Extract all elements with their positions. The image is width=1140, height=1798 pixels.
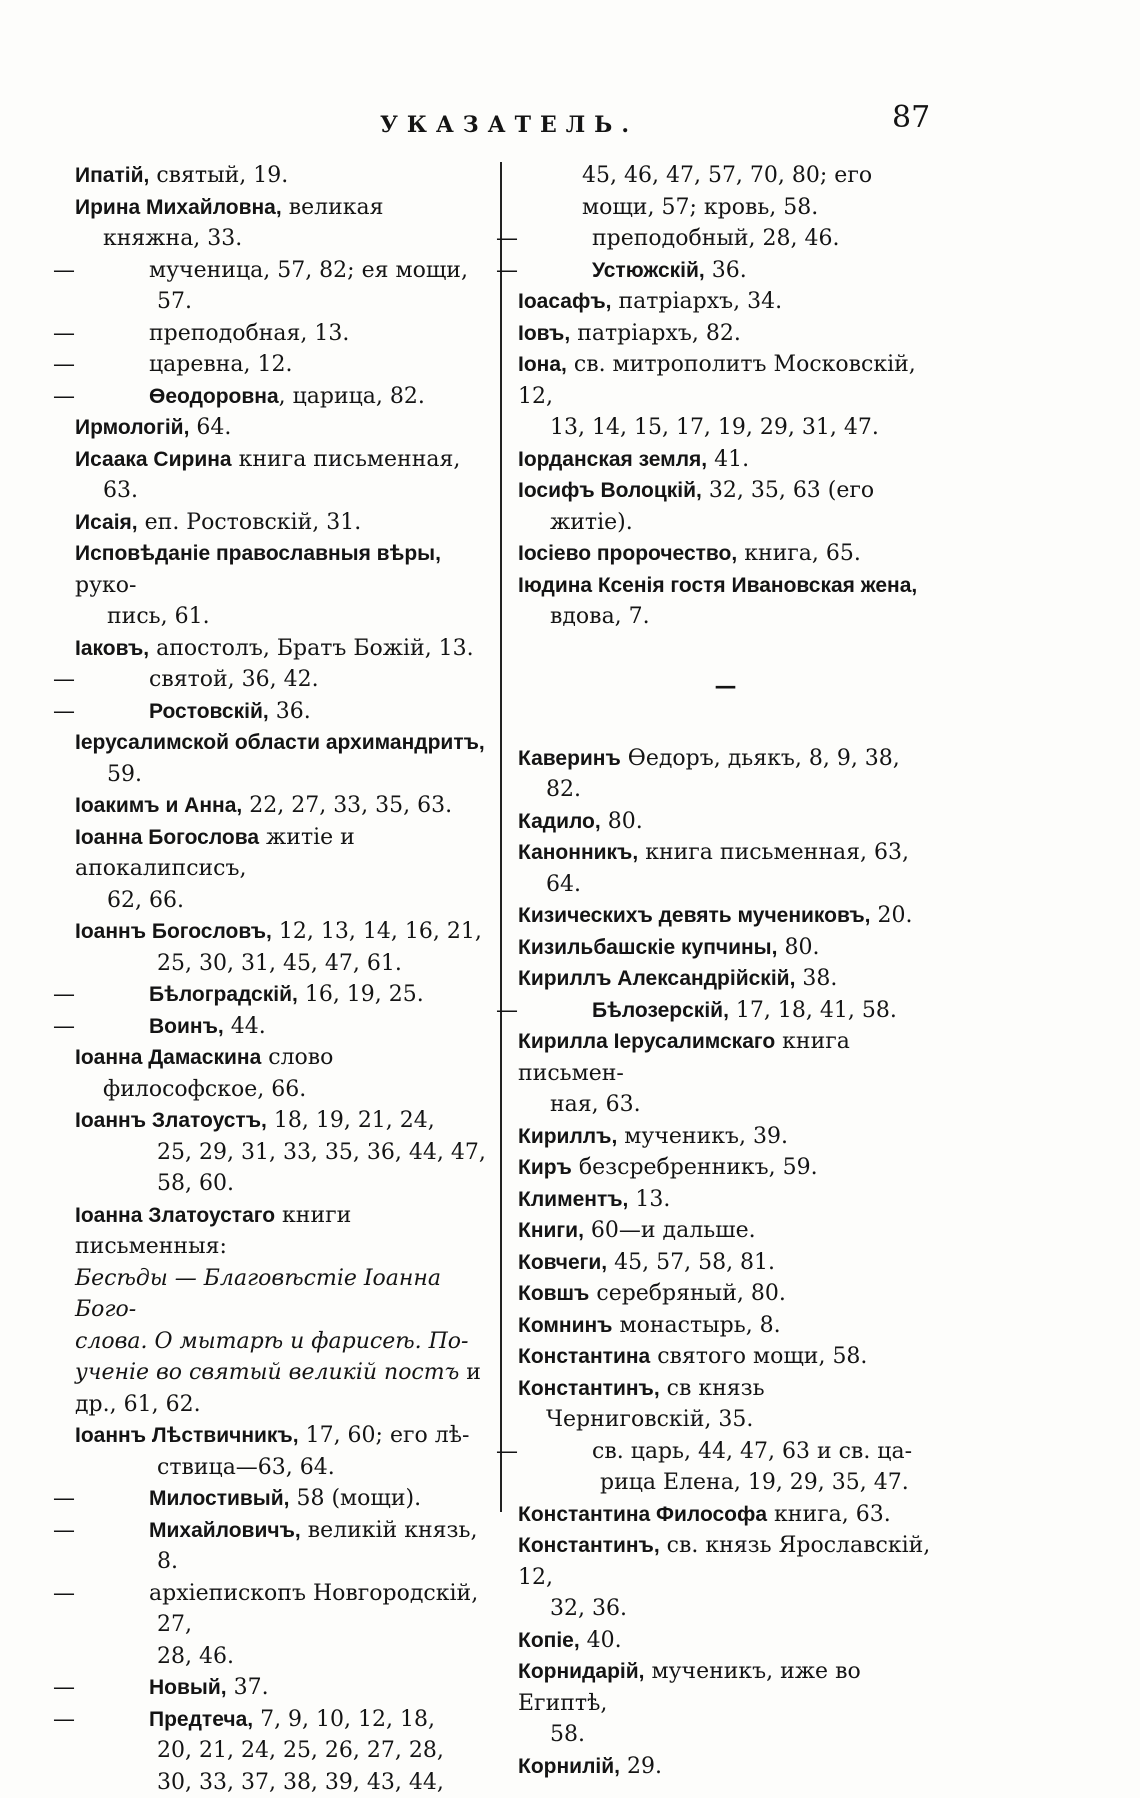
index-entry: Іаковъ, апостолъ, Братъ Божій, 13.: [75, 633, 487, 665]
column-divider: [500, 162, 502, 1512]
index-subentry: — святой, 36, 42.: [75, 664, 487, 696]
index-entry: Іоасафъ, патріархъ, 34.: [518, 286, 933, 318]
index-subentry: — Новый, 37.: [75, 1672, 487, 1704]
index-subentry: — Предтеча, 7, 9, 10, 12, 18, 20, 21, 24, 25, 26, 27, 28, 30, 33, 37, 38, 39, 43, 44,: [75, 1704, 487, 1798]
index-subentry: — Өеодоровна, царица, 82.: [75, 381, 487, 413]
index-entry: Исаака Сирина книга письменная, 63.: [75, 444, 487, 507]
index-entry: Книги, 60—и дальше.: [518, 1215, 933, 1247]
index-subentry: — Воинъ, 44.: [75, 1011, 487, 1043]
index-entry: Копіе, 40.: [518, 1625, 933, 1657]
index-entry: Ковшъ серебряный, 80.: [518, 1278, 933, 1310]
index-entry: Климентъ, 13.: [518, 1184, 933, 1216]
index-entry: Исповѣданіе православныя вѣры, руко- пись, 61.: [75, 538, 487, 633]
index-entry: Кириллъ, мученикъ, 39.: [518, 1121, 933, 1153]
index-entry: Ирмологій, 64.: [75, 412, 487, 444]
index-entry: Іоакимъ и Анна, 22, 27, 33, 35, 63.: [75, 790, 487, 822]
index-entry: Іона, св. митрополитъ Московскій, 12, 13, 14, 15, 17, 19, 29, 31, 47.: [518, 349, 933, 444]
index-entry: Іоаннъ Богословъ, 12, 13, 14, 16, 21, 25, 30, 31, 45, 47, 61.: [75, 916, 487, 979]
index-subentry: — архіепископъ Новгородскій, 27, 28, 46.: [75, 1578, 487, 1673]
index-subentry: — мученица, 57, 82; ея мощи, 57.: [75, 255, 487, 318]
index-subentry: — Михайловичъ, великій князь, 8.: [75, 1515, 487, 1578]
index-entry: Іосифъ Волоцкій, 32, 35, 63 (его житіе).: [518, 475, 933, 538]
index-entry: Кирилла Іерусалимскаго книга письмен- ная, 63.: [518, 1026, 933, 1121]
index-subentry: — Устюжскій, 36.: [518, 255, 933, 287]
index-entry: Кириллъ Александрійскій, 38.: [518, 963, 933, 995]
index-continuation: мощи, 57; кровь, 58.: [518, 192, 933, 224]
index-entry: Іовъ, патріархъ, 82.: [518, 318, 933, 350]
index-entry: Корнидарій, мученикъ, иже во Египтѣ, 58.: [518, 1656, 933, 1751]
index-entry: Киръ безсребренникъ, 59.: [518, 1152, 933, 1184]
index-entry: Іоанна Дамаскина слово философское, 66.: [75, 1042, 487, 1105]
index-entry: Іерусалимской области архимандритъ, 59.: [75, 727, 487, 790]
index-entry: Исаія, еп. Ростовскій, 31.: [75, 507, 487, 539]
index-entry: Ирина Михайловна, великая княжна, 33.: [75, 192, 487, 255]
index-subentry: — Ростовскій, 36.: [75, 696, 487, 728]
running-title: УКАЗАТЕЛЬ.: [380, 112, 638, 138]
index-subentry: — царевна, 12.: [75, 349, 487, 381]
index-entry: Іюдина Ксенія гостя Ивановская жена, вдова, 7.: [518, 570, 933, 633]
index-subentry: — св. царь, 44, 47, 63 и св. ца- рица Елена, 19, 29, 35, 47.: [518, 1436, 933, 1499]
index-entry: Кадило, 80.: [518, 806, 933, 838]
section-separator: —: [518, 663, 933, 713]
page-number: 87: [892, 100, 930, 135]
index-entry: Кизическихъ девять мучениковъ, 20.: [518, 900, 933, 932]
index-entry: Іоанна Златоустаго книги письменныя: Бесѣды — Благовѣстіе Іоанна Бого- слова. О мытарѣ и фарисеѣ. По- ученіе во святый великій постъ и др., 61, 62.: [75, 1200, 487, 1421]
index-entry: Іоаннъ Лѣствичникъ, 17, 60; его лѣ- ствица—63, 64.: [75, 1420, 487, 1483]
index-entry: Іорданская земля, 41.: [518, 444, 933, 476]
index-entry: Комнинъ монастырь, 8.: [518, 1310, 933, 1342]
index-subentry: — преподобная, 13.: [75, 318, 487, 350]
index-entry: Канонникъ, книга письменная, 63, 64.: [518, 837, 933, 900]
index-entry: Константина святого мощи, 58.: [518, 1341, 933, 1373]
index-entry: Іоанна Богослова житіе и апокалипсисъ, 62, 66.: [75, 822, 487, 917]
index-entry: Корнилій, 29.: [518, 1751, 933, 1783]
index-entry: Ковчеги, 45, 57, 58, 81.: [518, 1247, 933, 1279]
index-entry: Константинъ, св. князь Ярославскій, 12, 32, 36.: [518, 1530, 933, 1625]
index-continuation: 45, 46, 47, 57, 70, 80; его: [518, 160, 933, 192]
index-entry: Іоаннъ Златоустъ, 18, 19, 21, 24, 25, 29, 31, 33, 35, 36, 44, 47, 58, 60.: [75, 1105, 487, 1200]
index-subentry: — Милостивый, 58 (мощи).: [75, 1483, 487, 1515]
index-entry: Константина Философа книга, 63.: [518, 1499, 933, 1531]
index-subentry: — преподобный, 28, 46.: [518, 223, 933, 255]
left-column: [75, 160, 487, 1798]
index-entry: Іосіево пророчество, книга, 65.: [518, 538, 933, 570]
right-column: [518, 160, 933, 1782]
index-entry: Константинъ, св князь Черниговскій, 35.: [518, 1373, 933, 1436]
index-subentry: — Бѣлоградскій, 16, 19, 25.: [75, 979, 487, 1011]
index-subentry: — Бѣлозерскій, 17, 18, 41, 58.: [518, 995, 933, 1027]
index-entry: Каверинъ Өедоръ, дьякъ, 8, 9, 38, 82.: [518, 743, 933, 806]
index-entry: Кизильбашскіе купчины, 80.: [518, 932, 933, 964]
index-entry: Ипатій, святый, 19.: [75, 160, 487, 192]
